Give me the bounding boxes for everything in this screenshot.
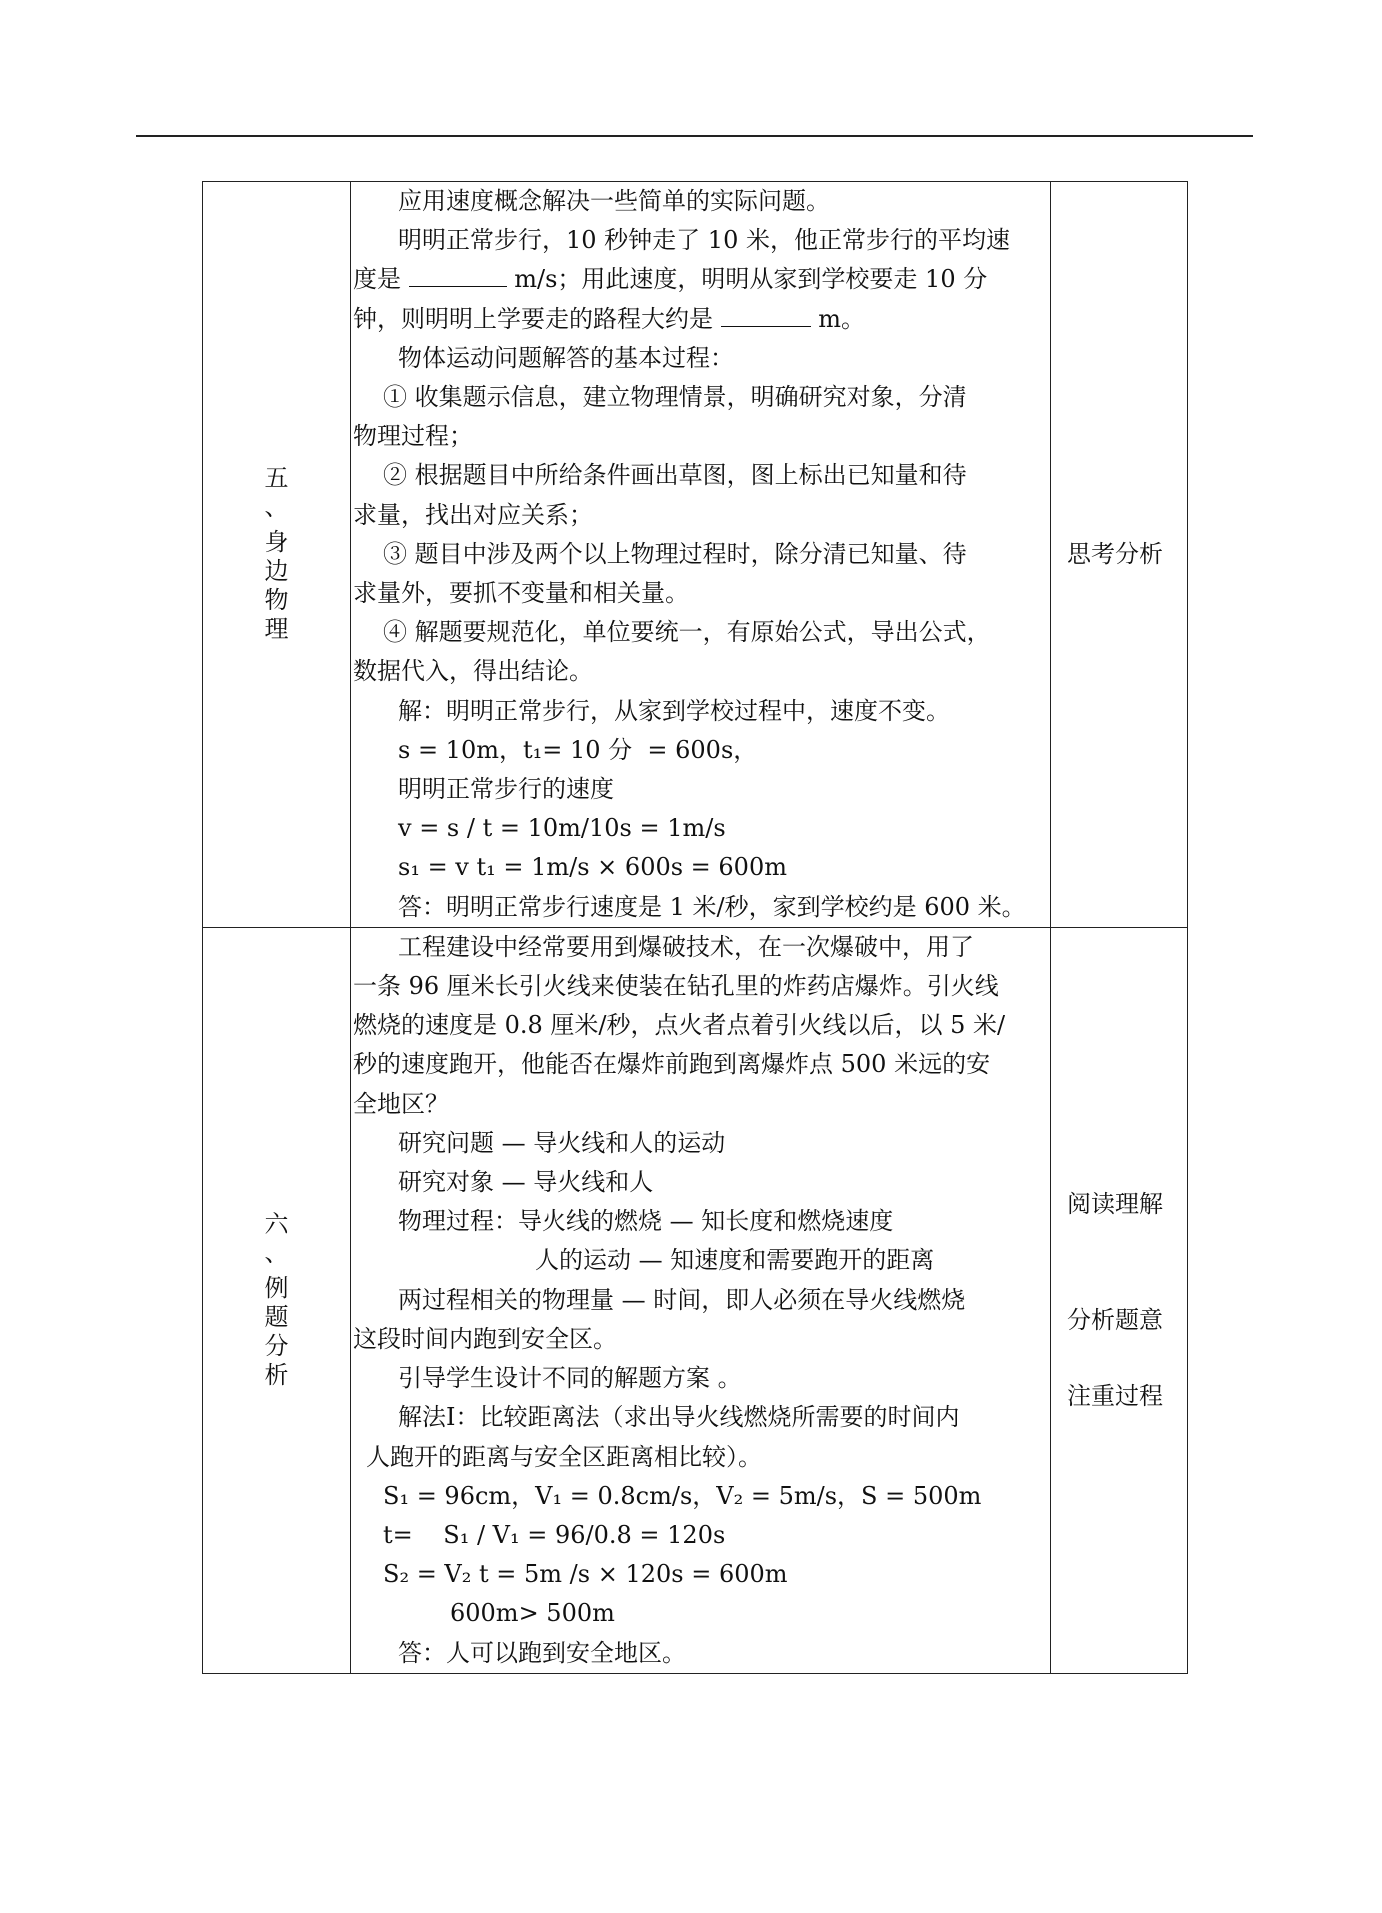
content-line bbox=[353, 260, 1038, 299]
content-line: 数据代入，得出结论。 bbox=[353, 657, 593, 686]
content-line: 求量，找出对应关系； bbox=[353, 500, 593, 529]
content-line: 物体运动问题解答的基本过程： bbox=[398, 343, 734, 372]
label-char: 理 bbox=[264, 615, 289, 644]
label-char: 六 bbox=[264, 1210, 289, 1239]
section-note-cell bbox=[1051, 182, 1188, 928]
section-content-6 bbox=[351, 928, 1050, 1673]
content-line: ③ 题目中涉及两个以上物理过程时，除分清已知量、待 bbox=[383, 539, 967, 568]
section-row-6 bbox=[203, 927, 1188, 1673]
content-line: 明明正常步行，10 秒钟走了 10 米，他正常步行的平均速 bbox=[398, 226, 1010, 255]
label-char: 题 bbox=[264, 1303, 289, 1332]
content-line: s = 10m，t₁= 10 分 = 600s， bbox=[398, 735, 758, 764]
content-line: 答：明明正常步行速度是 1 米/秒，家到学校约是 600 米。 bbox=[398, 892, 1026, 921]
note-text: 阅读理解 bbox=[1067, 1190, 1163, 1219]
section-row-5 bbox=[203, 182, 1188, 928]
content-line: 明明正常步行的速度 bbox=[398, 775, 614, 804]
content-line: S₂ = V₂ t = 5m /s × 120s = 600m bbox=[383, 1560, 788, 1589]
content-line: t= S₁ / V₁ = 96/0.8 = 120s bbox=[383, 1520, 726, 1549]
section-label-cell bbox=[203, 927, 351, 1673]
label-char: 、 bbox=[264, 1239, 289, 1268]
label-char: 物 bbox=[264, 586, 289, 615]
line-text: 度是 bbox=[353, 265, 409, 294]
content-line: 解法Ⅰ：比较距离法（求出导火线燃烧所需要的时间内 bbox=[398, 1403, 960, 1432]
label-char: 析 bbox=[264, 1361, 289, 1390]
content-line: 一条 96 厘米长引火线来使装在钻孔里的炸药店爆炸。引火线 bbox=[353, 972, 999, 1001]
line-text: m。 bbox=[810, 304, 866, 333]
line-text: 钟，则明明上学要走的路程大约是 bbox=[353, 304, 721, 333]
line-text: m/s；用此速度，明明从家到学校要走 10 分 bbox=[506, 265, 988, 294]
content-line: 物理过程； bbox=[353, 422, 473, 451]
label-char: 、 bbox=[264, 493, 289, 522]
answer-blank[interactable] bbox=[409, 264, 507, 287]
label-char: 五 bbox=[264, 464, 289, 493]
note-text: 思考分析 bbox=[1067, 540, 1163, 569]
content-line: 两过程相关的物理量 — 时间，即人必须在导火线燃烧 bbox=[398, 1285, 966, 1314]
section-label-5 bbox=[203, 464, 350, 644]
content-line: 研究问题 — 导火线和人的运动 bbox=[398, 1128, 726, 1157]
content-line: 引导学生设计不同的解题方案 。 bbox=[398, 1364, 742, 1393]
note-text: 分析题意 bbox=[1067, 1306, 1163, 1335]
section-content-cell bbox=[351, 927, 1051, 1673]
header-rule bbox=[136, 135, 1253, 137]
content-line: 求量外，要抓不变量和相关量。 bbox=[353, 579, 689, 608]
content-line: 秒的速度跑开，他能否在爆炸前跑到离爆炸点 500 米远的安 bbox=[353, 1050, 991, 1079]
section-note-6 bbox=[1051, 1189, 1187, 1411]
content-line: 人的运动 — 知速度和需要跑开的距离 bbox=[535, 1246, 935, 1275]
answer-blank[interactable] bbox=[721, 304, 811, 327]
content-line: S₁ = 96cm，V₁ = 0.8cm/s，V₂ = 5m/s，S = 500m bbox=[383, 1481, 982, 1510]
note-text: 注重过程 bbox=[1067, 1382, 1163, 1411]
content-line bbox=[353, 300, 1038, 339]
lesson-table bbox=[202, 181, 1188, 1674]
content-line: 600m> 500m bbox=[450, 1599, 615, 1628]
section-note-cell bbox=[1051, 927, 1188, 1673]
section-label-6 bbox=[203, 1210, 350, 1390]
content-line: 工程建设中经常要用到爆破技术，在一次爆破中，用了 bbox=[398, 932, 974, 961]
content-line: ④ 解题要规范化，单位要统一，有原始公式，导出公式， bbox=[383, 618, 991, 647]
section-content-cell bbox=[351, 182, 1051, 928]
content-line: 解：明明正常步行，从家到学校过程中，速度不变。 bbox=[398, 696, 950, 725]
label-char: 边 bbox=[264, 557, 289, 586]
content-line: 全地区？ bbox=[353, 1089, 449, 1118]
content-line: ② 根据题目中所给条件画出草图，图上标出已知量和待 bbox=[383, 461, 967, 490]
content-line: 答：人可以跑到安全地区。 bbox=[398, 1638, 686, 1667]
content-line: 物理过程：导火线的燃烧 — 知长度和燃烧速度 bbox=[398, 1207, 894, 1236]
content-line: v = s / t = 10m/10s = 1m/s bbox=[398, 814, 726, 843]
content-line: ① 收集题示信息，建立物理情景，明确研究对象，分清 bbox=[383, 383, 967, 412]
label-char: 身 bbox=[264, 528, 289, 557]
content-line: s₁ = v t₁ = 1m/s × 600s = 600m bbox=[398, 853, 787, 882]
content-line: 燃烧的速度是 0.8 厘米/秒，点火者点着引火线以后，以 5 米/ bbox=[353, 1011, 1006, 1040]
content-line: 这段时间内跑到安全区。 bbox=[353, 1324, 617, 1353]
content-line: 人跑开的距离与安全区距离相比较）。 bbox=[366, 1442, 762, 1471]
label-char: 例 bbox=[264, 1274, 289, 1303]
content-line: 研究对象 — 导火线和人 bbox=[398, 1168, 654, 1197]
section-content-5 bbox=[351, 182, 1050, 927]
section-label-cell bbox=[203, 182, 351, 928]
label-char: 分 bbox=[264, 1332, 289, 1361]
section-note-5 bbox=[1051, 539, 1187, 569]
content-line: 应用速度概念解决一些简单的实际问题。 bbox=[398, 187, 830, 215]
